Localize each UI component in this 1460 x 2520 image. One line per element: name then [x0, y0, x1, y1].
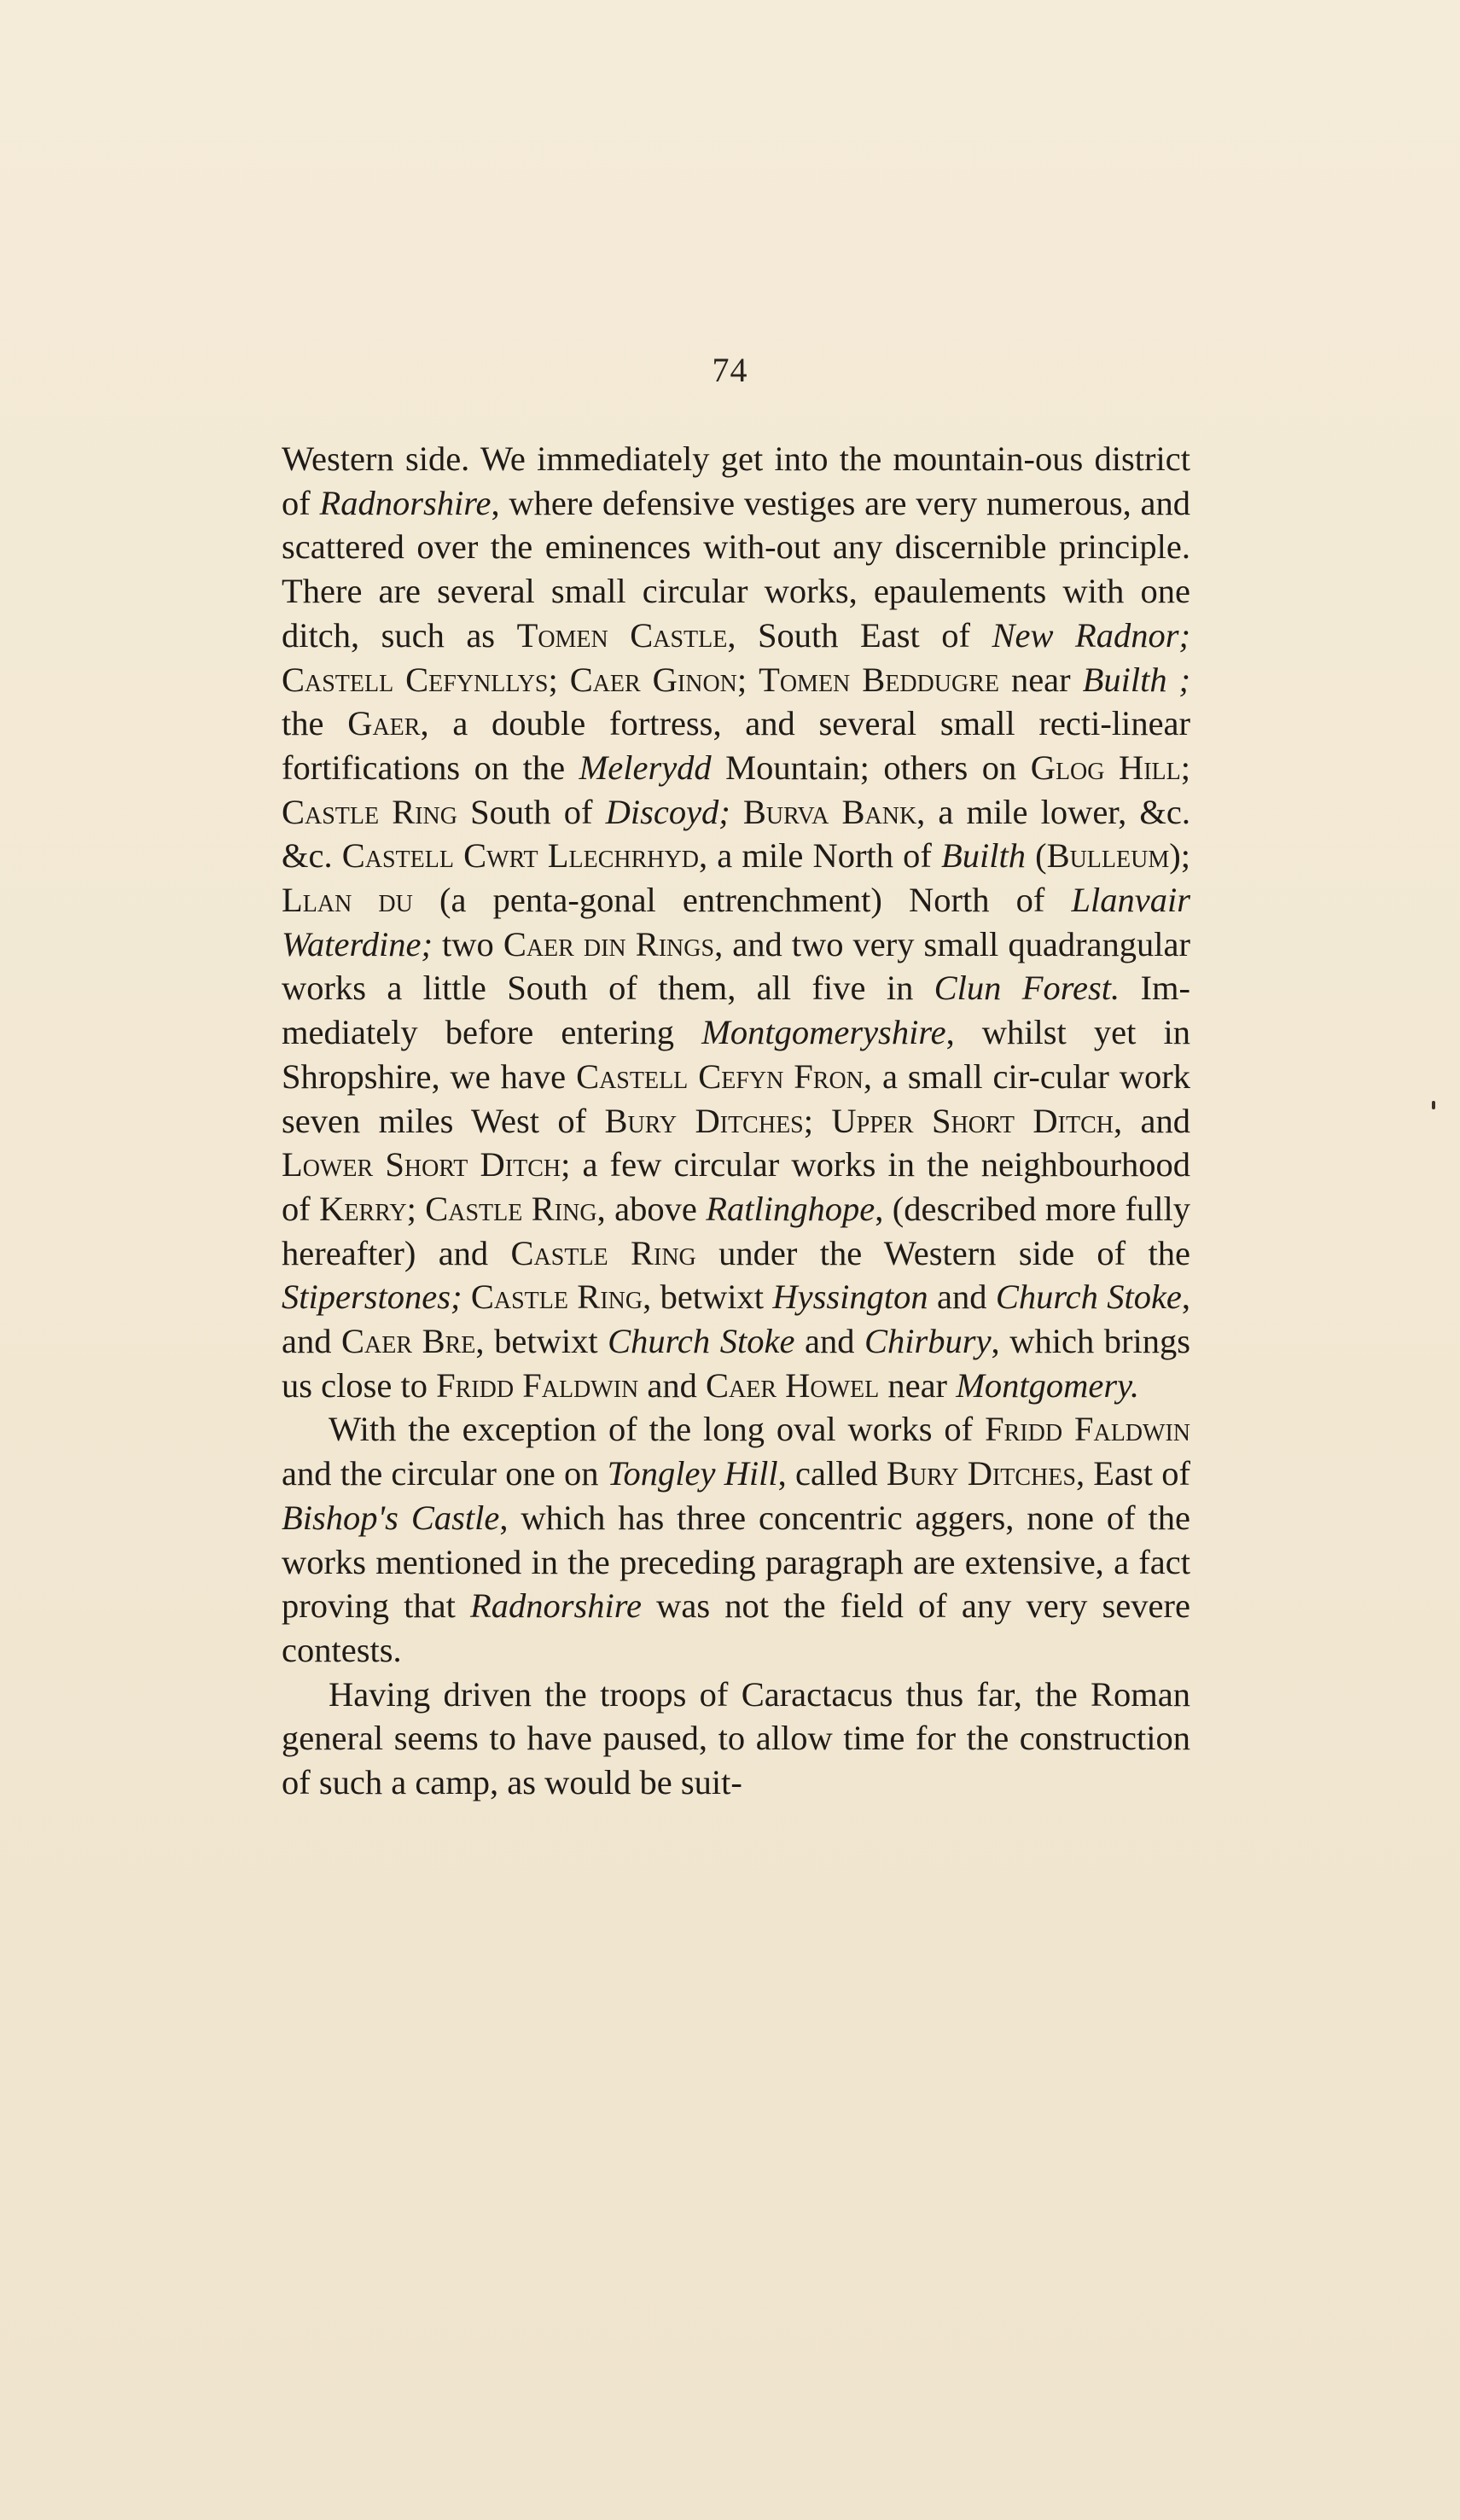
italic-term: Radnorshire [469, 1586, 642, 1626]
italic-term: Chirbury [864, 1322, 992, 1361]
text-run: the [282, 704, 348, 743]
text-run: , betwixt [643, 1277, 773, 1317]
text-run: , betwixt [475, 1322, 608, 1361]
text-run: , South East of [727, 615, 992, 655]
place-name: Castell Cefynllys [282, 660, 549, 699]
italic-term: Builth ; [1082, 660, 1190, 699]
text-run: ; [736, 660, 759, 699]
italic-term: Montgomery. [956, 1365, 1140, 1405]
place-name: Caer din Rings [503, 924, 715, 963]
text-run: and [794, 1322, 865, 1361]
text-run: was not the field of any very severe contests. [282, 1586, 1190, 1669]
text-run: two [432, 924, 503, 963]
text-run: , and [1114, 1101, 1190, 1140]
text-run: and [638, 1365, 706, 1405]
text-run: Mountain; others on [711, 748, 1031, 787]
text-run: (a penta-gonal entrenchment) North of [412, 881, 1072, 920]
text-run: ; [548, 660, 570, 699]
place-name: Upper Short Ditch [831, 1101, 1114, 1140]
text-run: and [928, 1277, 996, 1317]
place-name: Castell Cefyn Fron [576, 1056, 864, 1096]
place-name: Castle Ring [470, 1277, 643, 1317]
text-run: , and two very small quadrangular works a little South of them, all five in [282, 924, 1190, 1008]
text-run: , a small cir-cular work seven miles West of [282, 1056, 1190, 1140]
text-run: , where defensive vestiges are very numerous, and scattered over the eminences with-out any discernible principle. There are several small circular works, epaulements with one ditch, such as [282, 483, 1190, 655]
text-run [730, 793, 743, 831]
text-run: Western side. We immediately get into the mountain-ous district of [282, 439, 1190, 522]
text-run: , whilst yet in Shropshire, we have [282, 1013, 1190, 1096]
paragraph-3 [282, 1673, 1190, 1805]
text-run: ( [1025, 836, 1047, 876]
text-run: , a mile lower, &c. &c. [282, 792, 1190, 876]
text-run: South of [457, 792, 606, 831]
place-name: Caer Ginon [569, 660, 737, 699]
place-name: Kerry [319, 1189, 407, 1228]
italic-term: Stiperstones; [282, 1277, 462, 1317]
text-run: under the Western side of the [695, 1233, 1190, 1272]
text-run: near [999, 660, 1083, 699]
body-text [282, 437, 1190, 1805]
text-run: ; [1180, 748, 1190, 787]
text-run: ; [406, 1189, 426, 1228]
italic-term: New Radnor; [992, 615, 1190, 655]
place-name: Caer Bre [341, 1322, 476, 1361]
paragraph-2 [282, 1407, 1190, 1672]
place-name: Castle Ring [282, 792, 457, 831]
text-run: With the exception of the long oval works of [329, 1410, 986, 1449]
italic-term: Clun Forest. [934, 969, 1120, 1008]
place-name: Gaer [347, 704, 421, 743]
place-name: Glog Hill [1030, 748, 1181, 787]
place-name: Bury Ditches [604, 1101, 804, 1140]
italic-term: Bishop's Castle [282, 1498, 500, 1537]
place-name: Fridd Faldwin [985, 1410, 1190, 1449]
place-name: Castell Cwrt Llechrhyd [341, 836, 699, 876]
text-run: , East of [1075, 1454, 1190, 1493]
text-run: and the circular one on [282, 1454, 608, 1493]
text-run: Having driven the troops of Caractacus thus far, the Roman general seems to have paused, to allow time for the construction of such a camp, as would be suit- [282, 1674, 1190, 1802]
text-run: , above [596, 1189, 707, 1228]
place-name: Burva Bank [742, 792, 917, 831]
italic-term: Melerydd [579, 748, 712, 787]
text-run: , a mile North of [698, 836, 941, 876]
place-name: Bury Ditches [886, 1454, 1076, 1493]
place-name: Lower Short Ditch [282, 1145, 561, 1184]
text-run: Im-mediately before entering [282, 969, 1190, 1052]
text-run: , a double fortress, and several small recti-linear fortifications on the [282, 704, 1191, 787]
place-name: Caer Howel [705, 1365, 880, 1405]
place-name: Llan du [282, 881, 413, 920]
text-run: , (described more fully hereafter) and [282, 1189, 1190, 1272]
text-run: ; a few circular works in the neighbourhood of [282, 1145, 1190, 1228]
place-name: Castle Ring [425, 1189, 597, 1228]
text-run [462, 1277, 470, 1316]
text-run: near [879, 1365, 957, 1405]
italic-term: Tongley Hill [607, 1454, 778, 1493]
paragraph-1 [282, 437, 1190, 1407]
text-run: , which has three concentric aggers, none of the works mentioned in the preceding paragraph are extensive, a fact proving that [282, 1498, 1190, 1626]
italic-term: Ratlinghope [706, 1189, 875, 1228]
italic-term: Montgomeryshire [701, 1013, 946, 1052]
place-name: Tomen Castle [516, 615, 728, 655]
page-number: 74 [712, 351, 748, 389]
italic-term: Radnorshire [319, 483, 492, 522]
text-run: , and [282, 1277, 1191, 1361]
italic-term: Hyssington [772, 1277, 928, 1317]
place-name: Bulleum [1046, 836, 1170, 876]
italic-term: Church Stoke [608, 1322, 795, 1361]
paper-speck [1432, 1101, 1435, 1109]
text-run: ; [803, 1101, 832, 1140]
text-run: , which brings us close to [282, 1322, 1191, 1405]
italic-term: Church Stoke [995, 1277, 1182, 1317]
text-run: ); [1169, 836, 1190, 876]
italic-term: Llanvair Waterdine; [282, 881, 1190, 963]
italic-term: Builth [940, 836, 1026, 876]
place-name: Fridd Faldwin [436, 1365, 639, 1405]
place-name: Castle Ring [510, 1233, 696, 1272]
place-name: Tomen Beddugre [759, 660, 999, 699]
text-run: , called [777, 1454, 887, 1493]
italic-term: Discoyd; [605, 792, 730, 831]
